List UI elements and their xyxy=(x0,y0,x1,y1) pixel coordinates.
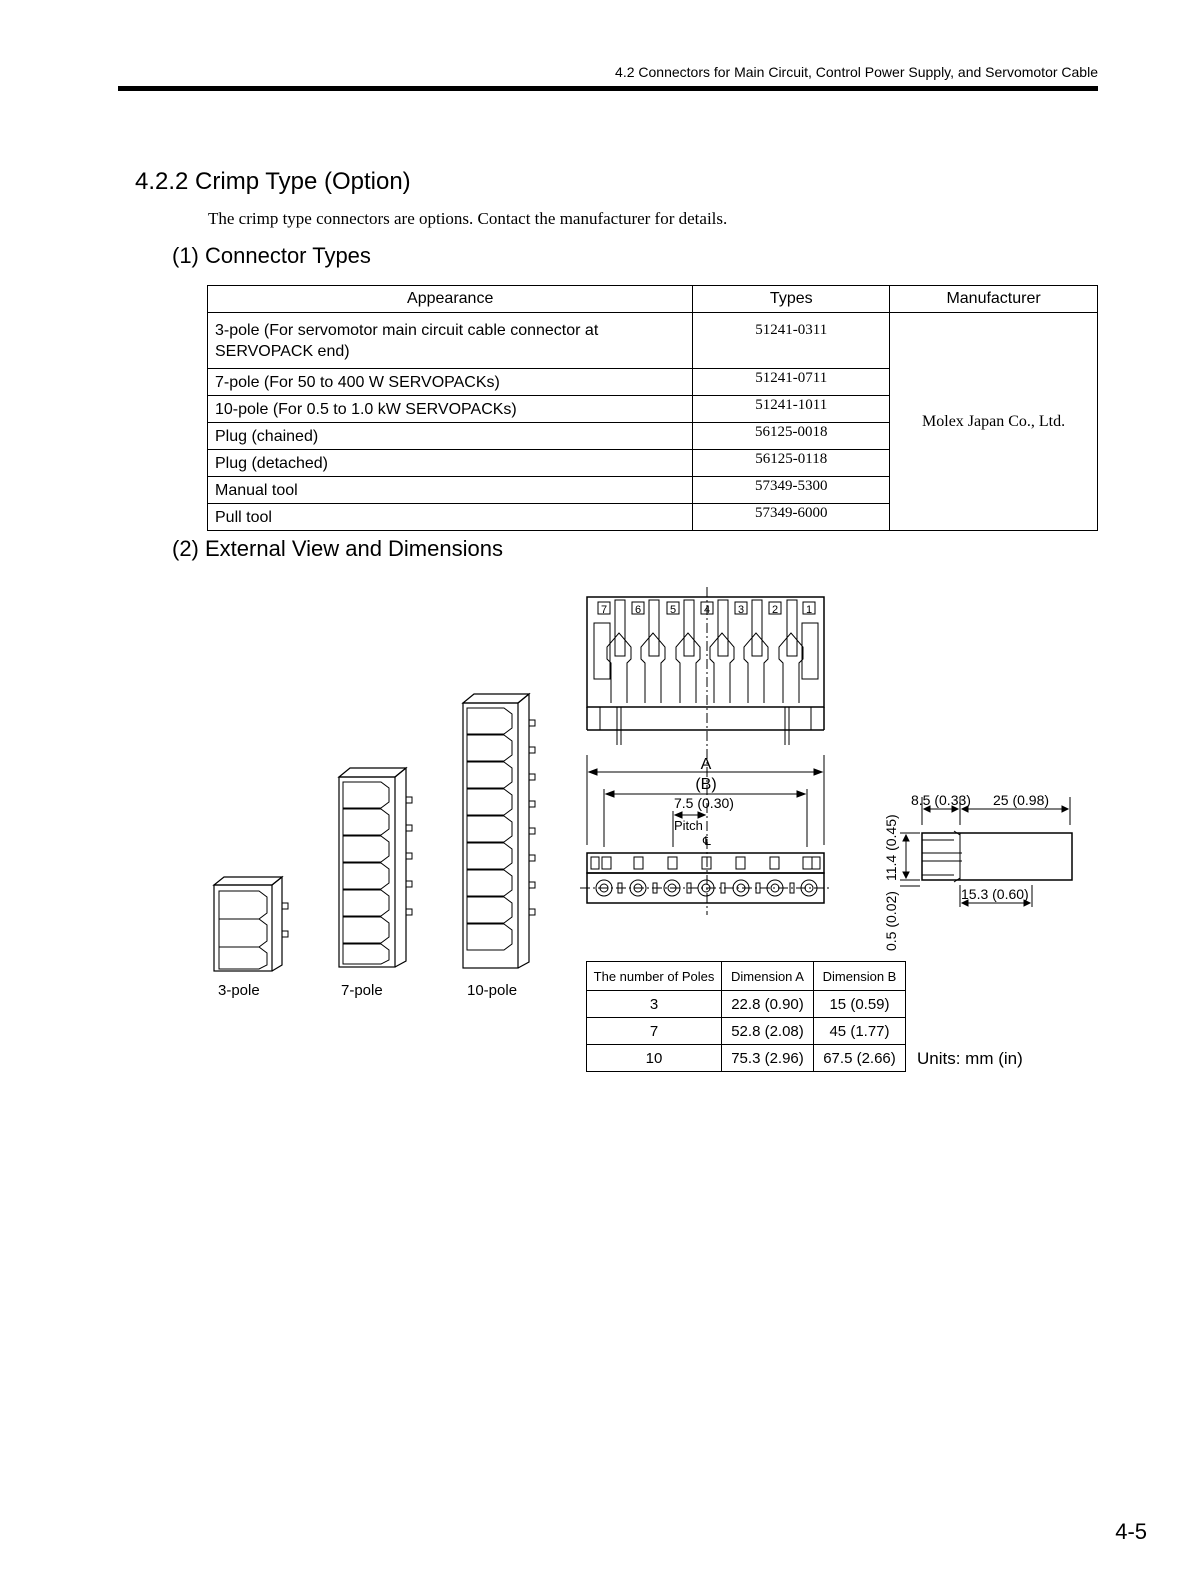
running-head: 4.2 Connectors for Main Circuit, Control Power Supply, and Servomotor Cable xyxy=(615,64,1098,80)
column-header-dimension-b: Dimension B xyxy=(814,962,906,991)
dimension-table-header xyxy=(587,962,906,991)
appearance-cell: Plug (detached) xyxy=(208,450,693,477)
pole-label-3: 3-pole xyxy=(218,982,260,999)
appearance-cell: Manual tool xyxy=(208,477,693,504)
type-cell: 51241-0711 xyxy=(693,369,890,396)
dimension-b-cell: 45 (1.77) xyxy=(814,1018,906,1045)
dimension-a-cell: 75.3 (2.96) xyxy=(722,1045,814,1072)
pin-number-5: 5 xyxy=(669,604,677,616)
dimension-lines xyxy=(587,755,824,848)
poles-cell: 3 xyxy=(587,991,722,1018)
side-dimension-width-2: 25 (0.98) xyxy=(993,792,1050,808)
page-number: 4-5 xyxy=(1115,1519,1147,1544)
front-view xyxy=(587,587,824,915)
pitch-dimension: 7.5 (0.30) xyxy=(674,795,734,811)
table-header-row xyxy=(208,286,1098,313)
type-cell: 56125-0018 xyxy=(693,423,890,450)
appearance-cell: 7-pole (For 50 to 400 W SERVOPACKs) xyxy=(208,369,693,396)
appearance-cell: 3-pole (For servomotor main circuit cable connector at SERVOPACK end) xyxy=(208,313,693,369)
section-title: 4.2.2 Crimp Type (Option) xyxy=(135,168,411,195)
units-note: Units: mm (in) xyxy=(917,1049,1023,1068)
dimension-b-label: (B) xyxy=(695,776,717,793)
type-cell: 57349-5300 xyxy=(693,477,890,504)
side-view xyxy=(883,792,1072,951)
manufacturer-cell: Molex Japan Co., Ltd. xyxy=(890,313,1098,531)
connector-types-table xyxy=(207,285,1098,531)
dimension-b-cell: 15 (0.59) xyxy=(814,991,906,1018)
type-cell: 56125-0118 xyxy=(693,450,890,477)
column-header-manufacturer: Manufacturer xyxy=(890,286,1098,313)
external-view-heading: (2) External View and Dimensions xyxy=(172,536,503,561)
side-dimension-length: 15.3 (0.60) xyxy=(961,886,1029,902)
connector-dimension-drawing xyxy=(200,585,1080,1005)
pin-number-3: 3 xyxy=(737,604,745,616)
type-cell: 57349-6000 xyxy=(693,504,890,531)
appearance-cell: Plug (chained) xyxy=(208,423,693,450)
section-intro: The crimp type connectors are options. Contact the manufacturer for details. xyxy=(208,209,728,228)
pin-number-1: 1 xyxy=(805,604,813,616)
side-dimension-width-1: 8.5 (0.33) xyxy=(911,792,971,808)
pin-number-7: 7 xyxy=(600,604,608,616)
dimension-table xyxy=(586,961,906,1072)
table-row xyxy=(587,1018,906,1045)
appearance-cell: Pull tool xyxy=(208,504,693,531)
poles-cell: 10 xyxy=(587,1045,722,1072)
dimension-a-cell: 22.8 (0.90) xyxy=(722,991,814,1018)
connector-types-heading: (1) Connector Types xyxy=(172,243,371,268)
connector-3-pole-illustration xyxy=(214,877,288,999)
column-header-types: Types xyxy=(693,286,890,313)
pole-label-7: 7-pole xyxy=(341,982,383,999)
pole-label-10: 10-pole xyxy=(467,982,518,999)
table-row xyxy=(208,313,1098,369)
side-dimension-offset: 0.5 (0.02) xyxy=(883,891,899,951)
dimension-a-label: A xyxy=(700,756,712,773)
pin-number-6: 6 xyxy=(634,604,642,616)
side-dimension-height: 11.4 (0.45) xyxy=(883,814,899,881)
column-header-dimension-a: Dimension A xyxy=(722,962,814,991)
pitch-label: Pitch xyxy=(674,818,703,833)
poles-cell: 7 xyxy=(587,1018,722,1045)
type-cell: 51241-0311 xyxy=(693,313,890,369)
centerline-symbol: ℄ xyxy=(703,834,711,848)
appearance-cell: 10-pole (For 0.5 to 1.0 kW SERVOPACKs) xyxy=(208,396,693,423)
type-cell: 51241-1011 xyxy=(693,396,890,423)
pin-number-2: 2 xyxy=(771,604,779,616)
header-rule xyxy=(118,86,1098,91)
column-header-poles: The number of Poles xyxy=(587,962,722,991)
bottom-view xyxy=(580,853,832,903)
pin-number-4: 4 xyxy=(703,604,711,616)
dimension-b-cell: 67.5 (2.66) xyxy=(814,1045,906,1072)
table-row xyxy=(587,991,906,1018)
connector-7-pole-illustration xyxy=(339,768,412,999)
column-header-appearance: Appearance xyxy=(208,286,693,313)
table-row xyxy=(587,1045,906,1072)
connector-10-pole-illustration xyxy=(463,694,535,999)
dimension-a-cell: 52.8 (2.08) xyxy=(722,1018,814,1045)
